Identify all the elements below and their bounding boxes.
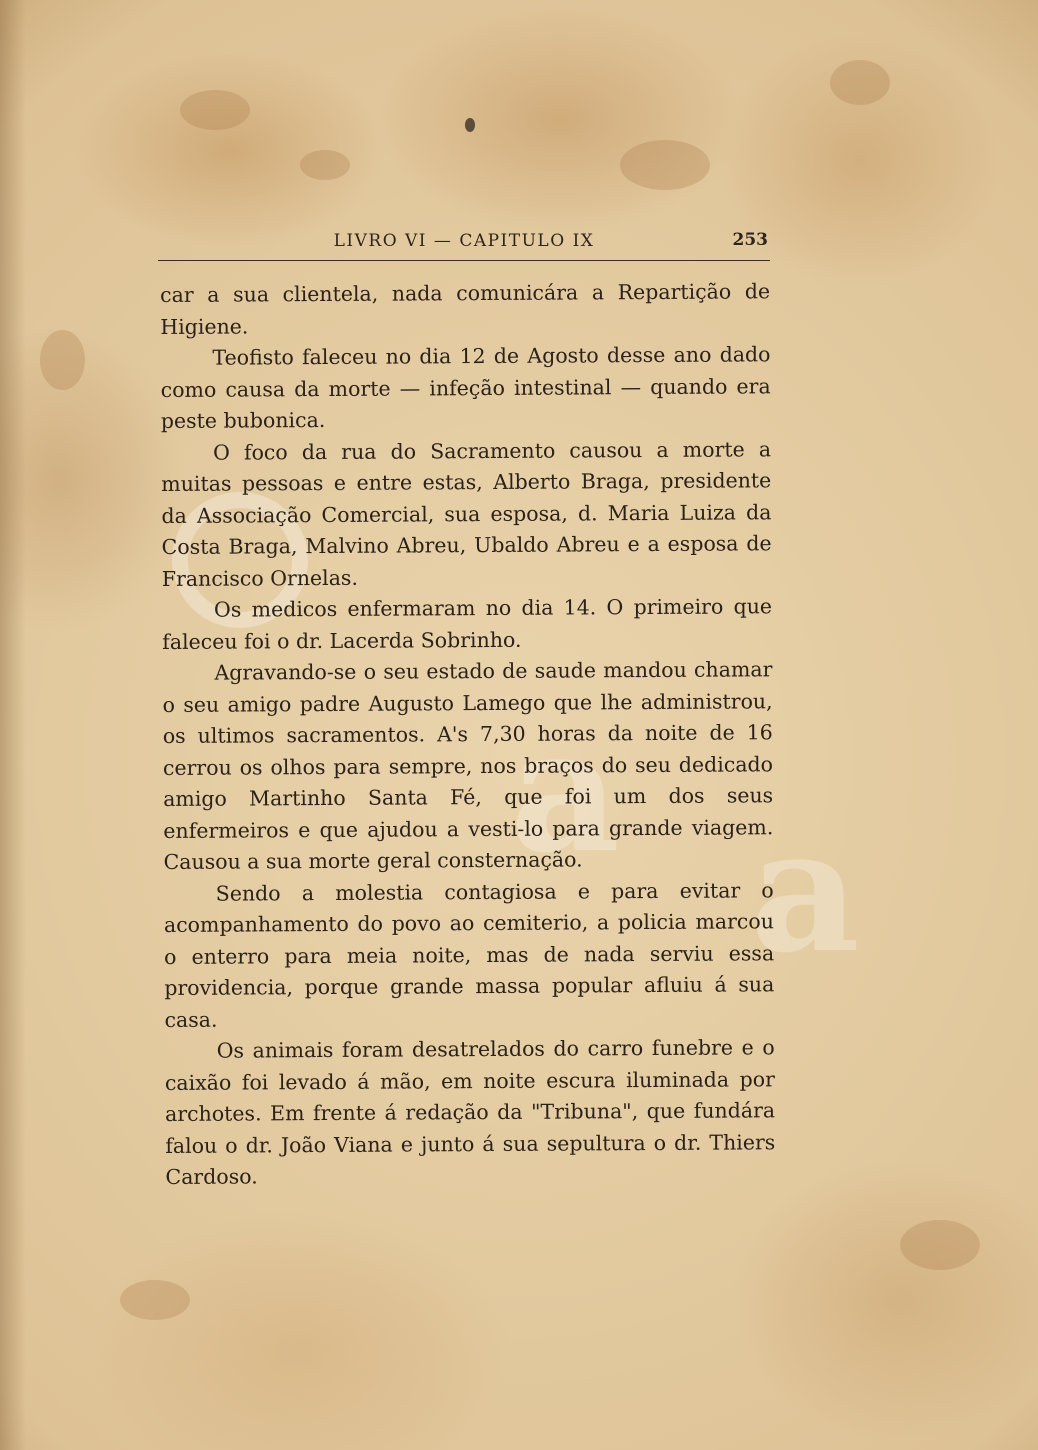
page-fold-shadow [0,0,26,1450]
foxing-spot [300,150,350,180]
running-header [158,228,770,261]
running-title: LIVRO VI — CAPITULO IX [333,231,595,251]
foxing-spot [120,1280,190,1320]
foxing-spot [830,60,890,105]
paragraph: Os animais foram desatrelados do carro funebre e o caixão foi levado á mão, em noite escura iluminada por archotes. Em frente á redação da "Tribuna", que fundára falou o dr. João Viana e junto á sua sepultura o dr. Thiers Cardoso. [164,1035,776,1189]
paragraph: Os medicos enfermaram no dia 14. O primeiro que faleceu foi o dr. Lacerda Sobrinho. [162,594,773,654]
svg-text:a: a [750,791,861,991]
foxing-spot [900,1220,980,1270]
svg-text:a: a [510,691,621,891]
foxing-spot [465,118,475,132]
foxing-spot [620,140,710,190]
paragraph: Teofisto faleceu no dia 12 de Agosto desse ano dado como causa da morte — infeção intestinal — quando era peste bubonica. [160,342,771,433]
foxing-spot [40,330,85,390]
page-number: 253 [732,230,768,250]
paragraph: Agravando-se o seu estado de saude mandou chamar o seu amigo padre Augusto Lamego que lhe administrou, os ultimos sacramentos. A's 7,30 horas da noite de 16 cerrou os olhos para sempre, nos braços do seu dedicado amigo Martinho Santa Fé, que foi um dos seus enfermeiros e que ajudou a vesti-lo para grande viagem. Causou a sua morte geral consternação. [162,657,774,874]
paragraph: O foco da rua do Sacramento causou a morte a muitas pessoas e entre estas, Alberto Braga, presidente da Associação Comercial, sua esposa, d. Maria Luiza da Costa Braga, Malvino Abreu, Ubaldo Abreu e a esposa de Francisco Ornelas. [161,436,772,591]
foxing-spot [180,90,250,130]
body-text [160,276,776,1193]
paragraph: Sendo a molestia contagiosa e para evitar o acompanhamento do povo ao cemiterio, a policia marcou o enterro para meia noite, mas de nada serviu essa providencia, porque grande massa popular afluiu á sua casa. [163,877,775,1032]
paragraph: car a sua clientela, nada comunicára a Repartição de Higiene. [160,279,771,339]
